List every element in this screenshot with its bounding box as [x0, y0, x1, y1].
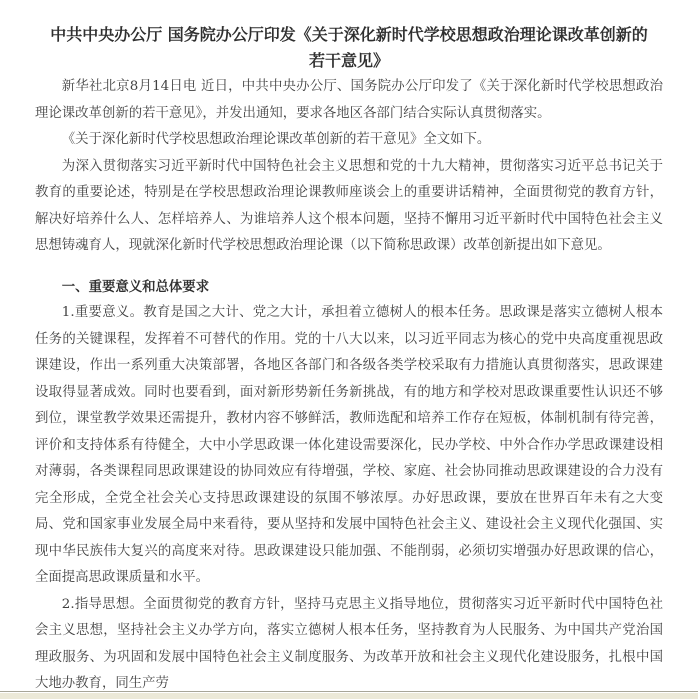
paragraph-fulltext-intro: 《关于深化新时代学校思想政治理论课改革创新的若干意见》全文如下。	[61, 132, 491, 147]
section-heading-1: 一、重要意义和总体要求	[61, 278, 210, 295]
article-title	[35, 0, 663, 74]
article-title-line-1: 中共中央办公厅 国务院办公厅印发《关于深化新时代学校思想政治理论课改革创新的	[50, 25, 648, 44]
paragraph-dateline: 新华社北京8月14日电 近日，中共中央办公厅、国务院办公厅印发了《关于深化新时代学校思想政治理论课改革创新的若干意见》，并发出通知，要求各地区各部门结合实际认真贯彻落实。	[35, 79, 663, 121]
paragraph-guiding-ideology: 2.指导思想。全面贯彻党的教育方针，坚持马克思主义指导地位，贯彻落实习近平新时代中国特色社会主义思想，坚持社会主义办学方向，落实立德树人根本任务，坚持教育为人民服务、为中国共产党治国理政服务、为巩固和发展中国特色社会主义制度服务、为改革开放和社会主义现代化建设服务，扎根中国大地办教育，同生产劳	[35, 596, 663, 691]
article-title-line-2: 若干意见》	[308, 51, 389, 70]
paragraph-significance: 1.重要意义。教育是国之大计、党之大计，承担着立德树人的根本任务。思政课是落实立德树人根本任务的关键课程，发挥着不可替代的作用。党的十八大以来，以习近平同志为核心的党中央高度重视思政课建设，作出一系列重大决策部署，各地区各部门和各级各类学校采取有力措施认真贯彻落实，思政课建设取得显著成效。同时也要看到，面对新形势新任务新挑战，有的地方和学校对思政课重要性认识还不够到位，课堂教学效果还需提升，教材内容不够鲜活，教师选配和培养工作存在短板，体制机制有待完善，评价和支持体系有待健全，大中小学思政课一体化建设需要深化，民办学校、中外合作办学思政课建设相对薄弱，各类课程同思政课建设的协同效应有待增强，学校、家庭、社会协同推动思政课建设的合力没有完全形成，全党全社会关心支持思政课建设的氛围不够浓厚。办好思政课，要放在世界百年未有之大变局、党和国家事业发展全局中来看待，要从坚持和发展中国特色社会主义、建设社会主义现代化强国、实现中华民族伟大复兴的高度来对待。思政课建设只能加强、不能削弱，必须切实增强办好思政课的信心，全面提高思政课质量和水平。	[35, 305, 663, 585]
paragraph-preamble: 为深入贯彻落实习近平新时代中国特色社会主义思想和党的十九大精神，贯彻落实习近平总书记关于教育的重要论述，特别是在学校思想政治理论课教师座谈会上的重要讲话精神，全面贯彻党的教育方针，解决好培养什么人、怎样培养人、为谁培养人这个根本问题，坚持不懈用习近平新时代中国特色社会主义思想铸魂育人，现就深化新时代学校思想政治理论课（以下简称思政课）改革创新提出如下意见。	[35, 158, 663, 253]
window-bottom-edge	[0, 691, 698, 699]
